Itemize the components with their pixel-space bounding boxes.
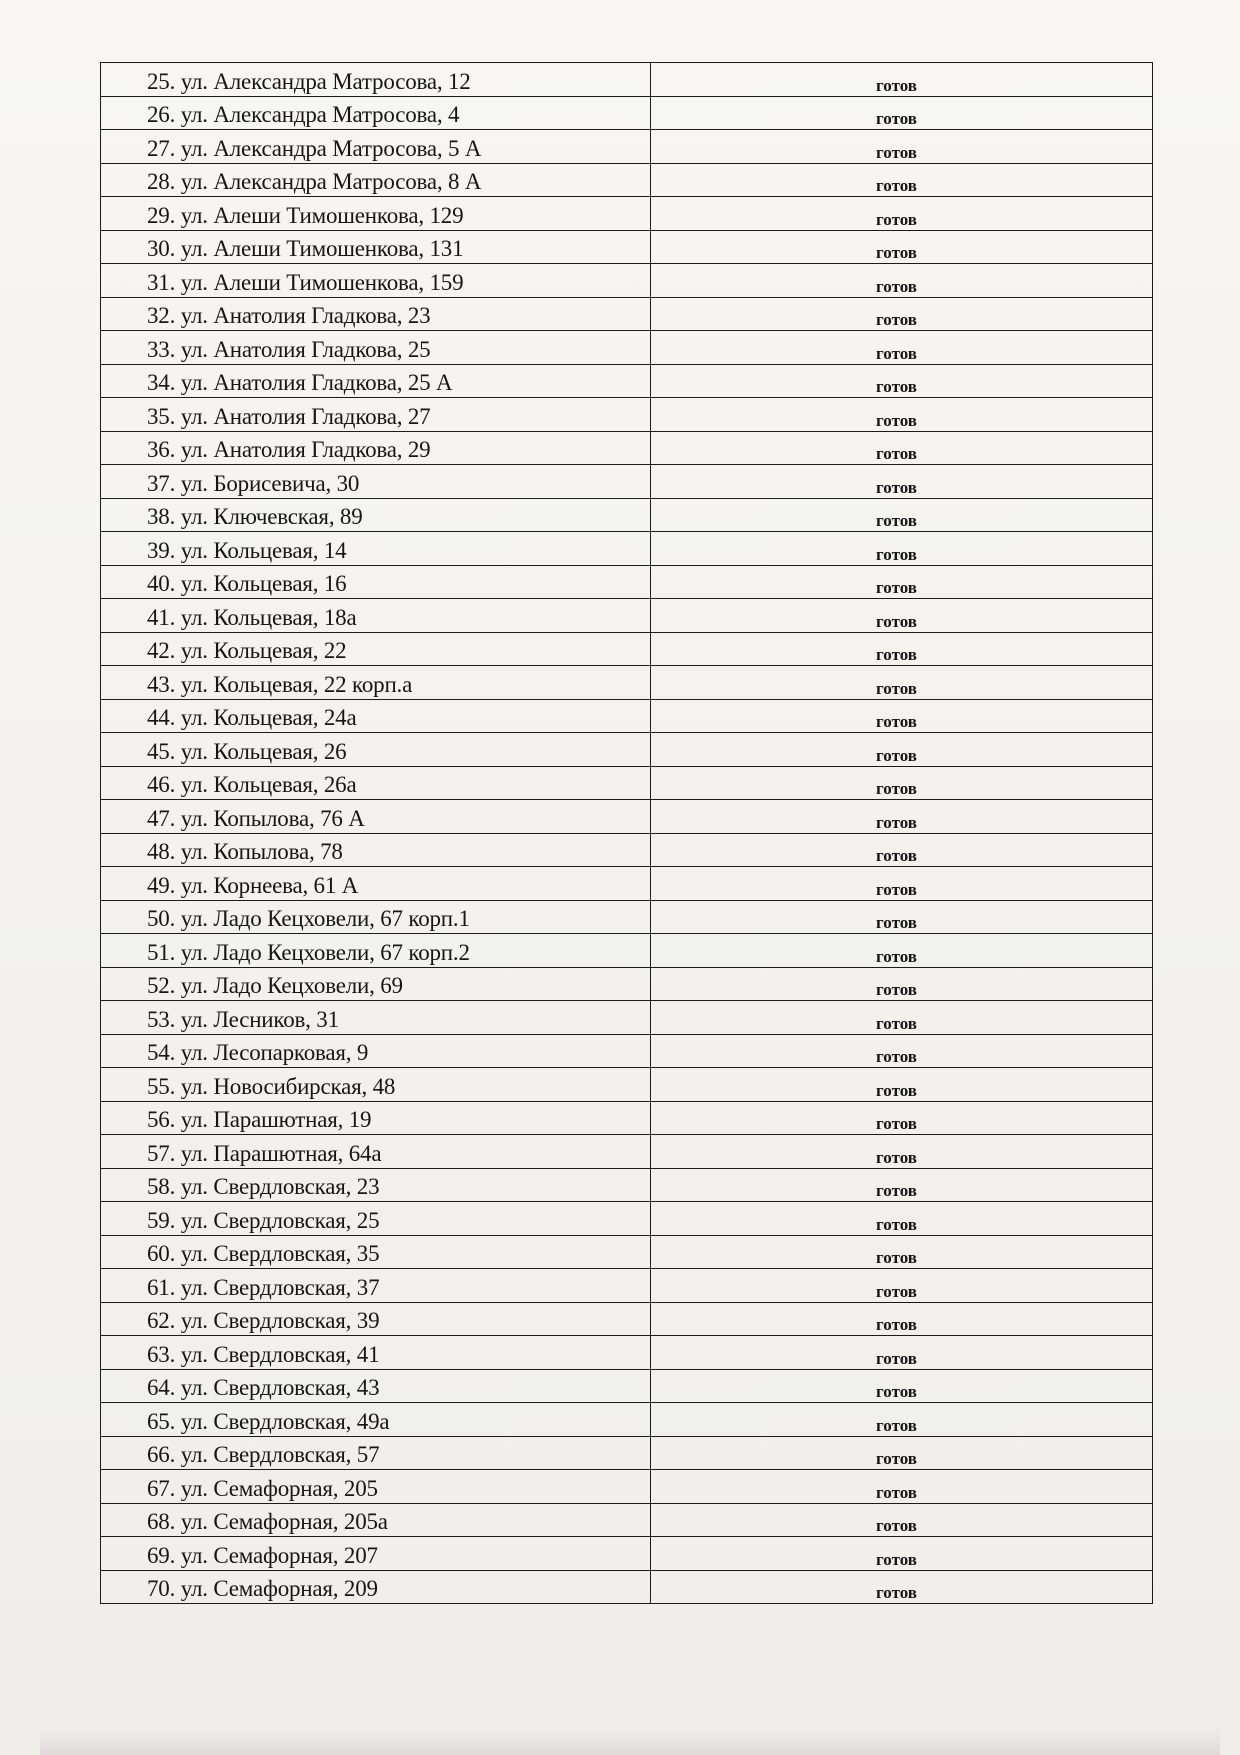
address-cell: 62. ул. Свердловская, 39 — [101, 1302, 651, 1336]
address-cell: 58. ул. Свердловская, 23 — [101, 1168, 651, 1202]
status-cell: готов — [651, 900, 1153, 934]
address-cell: 57. ул. Парашютная, 64а — [101, 1135, 651, 1169]
address-cell: 39. ул. Кольцевая, 14 — [101, 532, 651, 566]
status-cell: готов — [651, 1503, 1153, 1537]
status-cell: готов — [651, 197, 1153, 231]
status-cell: готов — [651, 833, 1153, 867]
status-cell: готов — [651, 1101, 1153, 1135]
table-row — [101, 398, 1153, 432]
table-row — [101, 766, 1153, 800]
table-row — [101, 934, 1153, 968]
table-row — [101, 1470, 1153, 1504]
address-cell: 51. ул. Ладо Кецховели, 67 корп.2 — [101, 934, 651, 968]
table-row — [101, 1168, 1153, 1202]
status-cell: готов — [651, 599, 1153, 633]
address-cell: 35. ул. Анатолия Гладкова, 27 — [101, 398, 651, 432]
table-row — [101, 63, 1153, 97]
table-row — [101, 96, 1153, 130]
address-cell: 31. ул. Алеши Тимошенкова, 159 — [101, 264, 651, 298]
status-cell: готов — [651, 331, 1153, 365]
table-row — [101, 197, 1153, 231]
table-row — [101, 733, 1153, 767]
table-row — [101, 1336, 1153, 1370]
status-cell: готов — [651, 565, 1153, 599]
status-cell: готов — [651, 967, 1153, 1001]
table-row — [101, 1034, 1153, 1068]
table-row — [101, 264, 1153, 298]
status-cell: готов — [651, 1168, 1153, 1202]
status-cell: готов — [651, 1068, 1153, 1102]
address-cell: 36. ул. Анатолия Гладкова, 29 — [101, 431, 651, 465]
table-row — [101, 699, 1153, 733]
address-cell: 50. ул. Ладо Кецховели, 67 корп.1 — [101, 900, 651, 934]
status-cell: готов — [651, 230, 1153, 264]
address-cell: 25. ул. Александра Матросова, 12 — [101, 63, 651, 97]
table-row — [101, 1403, 1153, 1437]
address-cell: 46. ул. Кольцевая, 26а — [101, 766, 651, 800]
address-cell: 68. ул. Семафорная, 205а — [101, 1503, 651, 1537]
address-cell: 64. ул. Свердловская, 43 — [101, 1369, 651, 1403]
table-row — [101, 1503, 1153, 1537]
table-row — [101, 431, 1153, 465]
scan-edge-shadow — [40, 1728, 1220, 1755]
status-cell: готов — [651, 800, 1153, 834]
table-row — [101, 565, 1153, 599]
table-body — [101, 63, 1153, 1604]
status-cell: готов — [651, 1034, 1153, 1068]
status-cell: готов — [651, 1202, 1153, 1236]
status-cell: готов — [651, 1470, 1153, 1504]
status-cell: готов — [651, 632, 1153, 666]
address-cell: 70. ул. Семафорная, 209 — [101, 1570, 651, 1604]
status-cell: готов — [651, 297, 1153, 331]
table-row — [101, 130, 1153, 164]
status-cell: готов — [651, 666, 1153, 700]
address-cell: 44. ул. Кольцевая, 24а — [101, 699, 651, 733]
address-cell: 65. ул. Свердловская, 49а — [101, 1403, 651, 1437]
status-cell: готов — [651, 1403, 1153, 1437]
status-cell: готов — [651, 364, 1153, 398]
address-cell: 63. ул. Свердловская, 41 — [101, 1336, 651, 1370]
table-row — [101, 967, 1153, 1001]
status-cell: готов — [651, 1235, 1153, 1269]
address-cell: 32. ул. Анатолия Гладкова, 23 — [101, 297, 651, 331]
table-row — [101, 331, 1153, 365]
status-cell: готов — [651, 1269, 1153, 1303]
table-row — [101, 1537, 1153, 1571]
table-row — [101, 666, 1153, 700]
status-cell: готов — [651, 699, 1153, 733]
status-cell: готов — [651, 532, 1153, 566]
table-row — [101, 465, 1153, 499]
status-cell: готов — [651, 867, 1153, 901]
table-row — [101, 1302, 1153, 1336]
address-cell: 55. ул. Новосибирская, 48 — [101, 1068, 651, 1102]
address-cell: 52. ул. Ладо Кецховели, 69 — [101, 967, 651, 1001]
status-cell: готов — [651, 733, 1153, 767]
table-row — [101, 1570, 1153, 1604]
status-cell: готов — [651, 96, 1153, 130]
status-cell: готов — [651, 431, 1153, 465]
status-cell: готов — [651, 1436, 1153, 1470]
address-cell: 33. ул. Анатолия Гладкова, 25 — [101, 331, 651, 365]
address-cell: 60. ул. Свердловская, 35 — [101, 1235, 651, 1269]
table-row — [101, 833, 1153, 867]
table-row — [101, 163, 1153, 197]
address-cell: 53. ул. Лесников, 31 — [101, 1001, 651, 1035]
table-row — [101, 1269, 1153, 1303]
status-cell: готов — [651, 498, 1153, 532]
address-cell: 26. ул. Александра Матросова, 4 — [101, 96, 651, 130]
table-row — [101, 1101, 1153, 1135]
table-row — [101, 1436, 1153, 1470]
address-cell: 38. ул. Ключевская, 89 — [101, 498, 651, 532]
address-cell: 49. ул. Корнеева, 61 А — [101, 867, 651, 901]
address-cell: 69. ул. Семафорная, 207 — [101, 1537, 651, 1571]
address-cell: 54. ул. Лесопарковая, 9 — [101, 1034, 651, 1068]
address-cell: 66. ул. Свердловская, 57 — [101, 1436, 651, 1470]
table-row — [101, 364, 1153, 398]
address-cell: 28. ул. Александра Матросова, 8 А — [101, 163, 651, 197]
status-cell: готов — [651, 1001, 1153, 1035]
address-cell: 37. ул. Борисевича, 30 — [101, 465, 651, 499]
address-cell: 43. ул. Кольцевая, 22 корп.а — [101, 666, 651, 700]
address-cell: 47. ул. Копылова, 76 А — [101, 800, 651, 834]
table-row — [101, 297, 1153, 331]
status-cell: готов — [651, 1537, 1153, 1571]
table-row — [101, 1135, 1153, 1169]
status-cell: готов — [651, 163, 1153, 197]
status-cell: готов — [651, 398, 1153, 432]
table-row — [101, 1369, 1153, 1403]
table-row — [101, 632, 1153, 666]
address-cell: 34. ул. Анатолия Гладкова, 25 А — [101, 364, 651, 398]
table-row — [101, 900, 1153, 934]
table-row — [101, 1202, 1153, 1236]
status-cell: готов — [651, 934, 1153, 968]
address-cell: 30. ул. Алеши Тимошенкова, 131 — [101, 230, 651, 264]
address-cell: 27. ул. Александра Матросова, 5 А — [101, 130, 651, 164]
status-cell: готов — [651, 63, 1153, 97]
status-cell: готов — [651, 766, 1153, 800]
status-cell: готов — [651, 264, 1153, 298]
table-row — [101, 498, 1153, 532]
status-cell: готов — [651, 1135, 1153, 1169]
table-row — [101, 1001, 1153, 1035]
address-cell: 61. ул. Свердловская, 37 — [101, 1269, 651, 1303]
status-cell: готов — [651, 1336, 1153, 1370]
table-row — [101, 599, 1153, 633]
address-cell: 29. ул. Алеши Тимошенкова, 129 — [101, 197, 651, 231]
status-cell: готов — [651, 1369, 1153, 1403]
address-cell: 67. ул. Семафорная, 205 — [101, 1470, 651, 1504]
address-cell: 59. ул. Свердловская, 25 — [101, 1202, 651, 1236]
table-row — [101, 1235, 1153, 1269]
status-cell: готов — [651, 1302, 1153, 1336]
address-cell: 42. ул. Кольцевая, 22 — [101, 632, 651, 666]
table-row — [101, 1068, 1153, 1102]
address-cell: 45. ул. Кольцевая, 26 — [101, 733, 651, 767]
address-cell: 40. ул. Кольцевая, 16 — [101, 565, 651, 599]
address-status-table — [100, 62, 1153, 1604]
address-cell: 56. ул. Парашютная, 19 — [101, 1101, 651, 1135]
status-cell: готов — [651, 1570, 1153, 1604]
table-row — [101, 867, 1153, 901]
address-cell: 48. ул. Копылова, 78 — [101, 833, 651, 867]
table-row — [101, 800, 1153, 834]
table-row — [101, 230, 1153, 264]
status-cell: готов — [651, 465, 1153, 499]
address-cell: 41. ул. Кольцевая, 18а — [101, 599, 651, 633]
status-cell: готов — [651, 130, 1153, 164]
table-row — [101, 532, 1153, 566]
